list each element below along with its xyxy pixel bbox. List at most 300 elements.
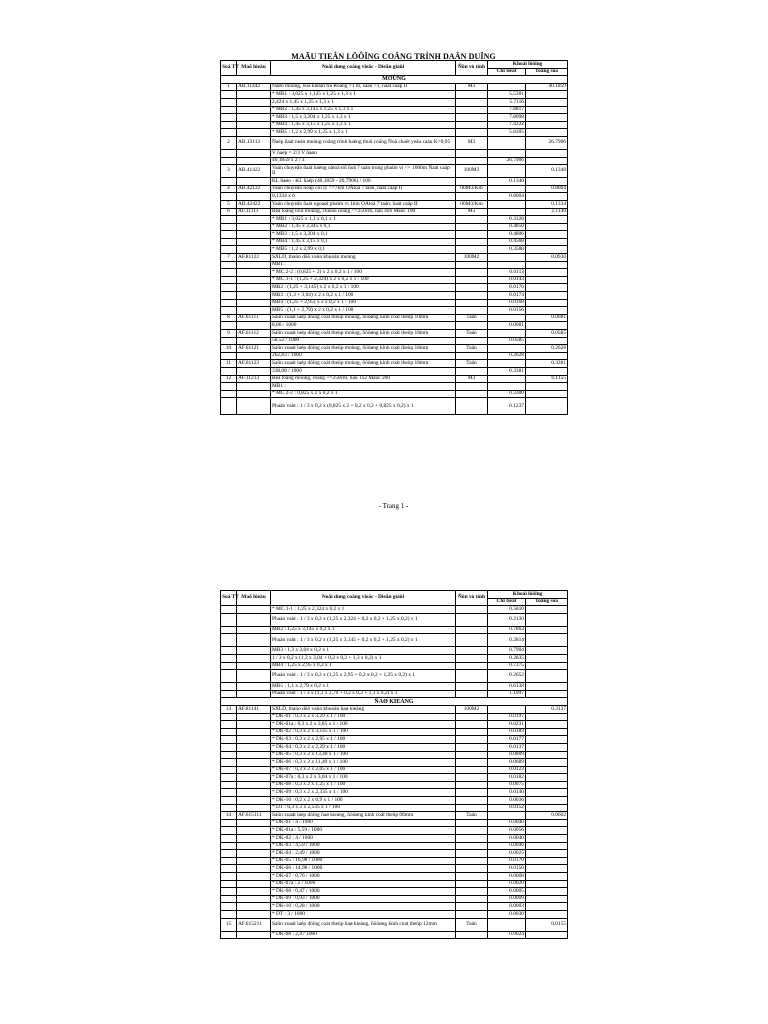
cell-total-qty	[526, 307, 568, 315]
cell-total-qty	[526, 261, 568, 269]
cell-total-qty	[526, 231, 568, 239]
cell-code	[237, 129, 271, 137]
cell-stt	[221, 261, 237, 269]
table-row	[221, 185, 568, 193]
cell-code: AF.61121	[237, 345, 271, 353]
cell-stt	[221, 728, 237, 736]
cell-description: Vaän chuyeån ñaát baèng oâtoâ töï ñoå 7 taán trong phaïm vi <= 1000m Ñaát caáp II	[271, 165, 456, 178]
cell-total-qty	[526, 690, 568, 698]
cell-total-qty	[526, 910, 568, 918]
cell-unit	[456, 766, 488, 774]
cell-code	[237, 106, 271, 114]
cell-code	[237, 238, 271, 246]
cell-unit	[456, 261, 488, 269]
cell-unit	[456, 835, 488, 843]
cell-detail-qty: 7.8817	[488, 106, 526, 114]
cell-total-qty	[526, 670, 568, 683]
cell-unit	[456, 842, 488, 850]
cell-unit	[456, 713, 488, 721]
cell-total-qty: 0.1340	[526, 165, 568, 178]
cell-description: * DK-08 : 0,47 / 1000	[271, 888, 456, 896]
table-row	[221, 136, 568, 149]
cell-description: * DK-01 : 4 / 1000	[271, 819, 456, 827]
table-row	[221, 613, 568, 626]
cell-detail-qty: 0.3381	[488, 367, 526, 375]
cell-stt	[221, 292, 237, 300]
cell-description: 338,08 / 1000	[271, 367, 456, 375]
table-row	[221, 835, 568, 843]
cell-code	[237, 721, 271, 729]
cell-stt	[221, 903, 237, 911]
cell-description: * DK-09 : 0,93 / 1000	[271, 895, 456, 903]
cell-unit	[456, 246, 488, 254]
cell-total-qty	[526, 626, 568, 634]
table-row	[221, 797, 568, 805]
cell-description: Phaàn vaùt : 1 / 3 x (1,1 x 2,79 + 0,2 x 0,2 + 1,1 x 0,2) x 1	[271, 690, 456, 698]
table-row	[221, 352, 568, 360]
cell-description: * DK-08 : 2,4 / 1000	[271, 931, 456, 939]
cell-total-qty	[526, 880, 568, 888]
cell-detail-qty: 1.1097	[488, 690, 526, 698]
cell-unit	[456, 880, 488, 888]
cell-detail-qty: 0.0176	[488, 284, 526, 292]
cell-detail-qty: 0.0809	[488, 751, 526, 759]
cell-unit	[456, 654, 488, 662]
cell-detail-qty	[488, 254, 526, 262]
cell-code	[237, 292, 271, 300]
cell-detail-qty: 0.2835	[488, 654, 526, 662]
cell-code	[237, 895, 271, 903]
cell-stt: 13	[221, 705, 237, 713]
cell-stt	[221, 284, 237, 292]
cell-code	[237, 231, 271, 239]
table-row	[221, 299, 568, 307]
cell-code	[237, 157, 271, 165]
cell-total-qty: 6.1155	[526, 375, 568, 383]
cell-total-qty	[526, 352, 568, 360]
cell-code	[237, 98, 271, 106]
cell-total-qty	[526, 789, 568, 797]
cell-code: AF.11213	[237, 375, 271, 383]
table-row	[221, 690, 568, 698]
cell-description: * DK-03 : 0,3 x 2 x 2,95 x 1 / 100	[271, 736, 456, 744]
cell-detail-qty	[488, 208, 526, 216]
cell-detail-qty: 0.3588	[488, 246, 526, 254]
cell-description: Saûn xuaát laép döïng coát theùp moùng, ñöôøng kính coát theùp 10mm	[271, 314, 456, 322]
table-row	[221, 721, 568, 729]
cell-total-qty	[526, 751, 568, 759]
header-qty: Khoái löôïng	[488, 61, 568, 69]
table-row	[221, 223, 568, 231]
cell-stt	[221, 246, 237, 254]
cell-unit	[456, 223, 488, 231]
cell-detail-qty: 0.0056	[488, 827, 526, 835]
cell-description: * DK-03 : 4,59 / 1000	[271, 842, 456, 850]
cell-total-qty	[526, 835, 568, 843]
cell-total-qty	[526, 931, 568, 939]
cell-stt: 4	[221, 185, 237, 193]
cell-total-qty	[526, 367, 568, 375]
table-row	[221, 670, 568, 683]
cell-detail-qty	[488, 136, 526, 149]
cell-total-qty	[526, 216, 568, 224]
cell-detail-qty: 0.0174	[488, 292, 526, 300]
cell-description: * MB1 : 3,025 x 1,1 x 0,1 x 1	[271, 216, 456, 224]
cell-stt	[221, 931, 237, 939]
table-row	[221, 865, 568, 873]
cell-detail-qty: 0.0036	[488, 797, 526, 805]
cell-description: Saûn xuaát laép döïng ñaø kieàng, ñöôøng kính coát theùp 06mm	[271, 812, 456, 820]
cell-code	[237, 398, 271, 415]
cell-stt	[221, 269, 237, 277]
cell-code	[237, 246, 271, 254]
cell-total-qty	[526, 662, 568, 670]
cell-total-qty	[526, 157, 568, 165]
cell-description: * DK-07 : 0,3 x 2 x 2,05 x 1 / 100	[271, 766, 456, 774]
cell-stt: 11	[221, 360, 237, 368]
cell-description: 58,52 / 1000	[271, 337, 456, 345]
cell-code: AF.81122	[237, 254, 271, 262]
cell-unit	[456, 888, 488, 896]
cell-total-qty	[526, 736, 568, 744]
header-code: Maõ hieäu	[237, 591, 271, 606]
table-body-page-2	[221, 606, 568, 939]
cell-description: * DK-10 : 0,28 / 1000	[271, 903, 456, 911]
table-row	[221, 398, 568, 415]
cell-code	[237, 178, 271, 186]
cell-unit	[456, 626, 488, 634]
cell-description: * MC 1-1 : (1,25 + 2,324) x 2 x 0,2 x 1 / 100	[271, 276, 456, 284]
cell-code	[237, 193, 271, 201]
cell-description: * DK-10 : 0,2 x 2 x 0,9 x 1 / 100	[271, 797, 456, 805]
table-row	[221, 713, 568, 721]
section-heading: MOÙNG	[221, 76, 568, 84]
cell-code: AB.42422	[237, 200, 271, 208]
cell-stt	[221, 654, 237, 662]
cell-code	[237, 857, 271, 865]
table-row	[221, 647, 568, 655]
cell-total-qty	[526, 804, 568, 812]
cell-detail-qty: 0.0003	[488, 903, 526, 911]
header-detail: Chi tieát	[488, 68, 526, 76]
cell-unit: 100M2	[456, 705, 488, 713]
table-row	[221, 165, 568, 178]
table-row	[221, 705, 568, 713]
cell-description: KL ñaøo - KL ñaép (40,1859 - 26,7906) / 100	[271, 178, 456, 186]
cell-unit	[456, 931, 488, 939]
cell-code	[237, 634, 271, 647]
section-heading: ÑAØ KIEÀNG	[221, 698, 568, 706]
cell-detail-qty: 0.7863	[488, 626, 526, 634]
cell-stt	[221, 910, 237, 918]
cell-stt	[221, 647, 237, 655]
cell-total-qty: 2.1140	[526, 208, 568, 216]
cell-code: AB.41422	[237, 165, 271, 178]
cell-total-qty	[526, 223, 568, 231]
cell-stt	[221, 238, 237, 246]
table-row	[221, 850, 568, 858]
cell-unit: Taán	[456, 360, 488, 368]
cell-description: * DK-05 : 16,98 / 1000	[271, 857, 456, 865]
cell-stt: 8	[221, 314, 237, 322]
cell-stt	[221, 888, 237, 896]
cell-total-qty: 0.3381	[526, 360, 568, 368]
cell-code	[237, 797, 271, 805]
cell-unit: M3	[456, 208, 488, 216]
cell-stt: 6	[221, 208, 237, 216]
cell-total-qty	[526, 819, 568, 827]
cell-description: Phaàn vaùt : 1 / 3 x 0,2 x (0,825 x 2 + 0,2 x 0,2 + 0,825 x 0,2) x 1	[271, 398, 456, 415]
cell-stt: 15	[221, 918, 237, 931]
cell-code	[237, 690, 271, 698]
cell-stt	[221, 178, 237, 186]
cell-total-qty	[526, 713, 568, 721]
cell-stt	[221, 157, 237, 165]
cell-unit	[456, 178, 488, 186]
cell-description: * DK-02 : 0,3 x 2 x 3,145 x 1 / 100	[271, 728, 456, 736]
cell-total-qty: 0.0930	[526, 254, 568, 262]
cell-unit	[456, 873, 488, 881]
table-row	[221, 200, 568, 208]
cell-stt	[221, 149, 237, 157]
cell-description: MB4 : (1,25 + 2,95) x 2 x 0,2 x 1 / 100	[271, 299, 456, 307]
cell-description: MB1 :	[271, 261, 456, 269]
cell-code	[237, 322, 271, 330]
cell-detail-qty: 0.0030	[488, 910, 526, 918]
header-qty: Khoái löôïng	[488, 591, 568, 599]
cell-unit	[456, 903, 488, 911]
cell-detail-qty: 0.0005	[488, 888, 526, 896]
cell-detail-qty: 7.4222	[488, 121, 526, 129]
cell-total-qty	[526, 322, 568, 330]
cell-unit	[456, 337, 488, 345]
cell-detail-qty	[488, 383, 526, 391]
cell-stt	[221, 352, 237, 360]
cell-total-qty	[526, 759, 568, 767]
cell-stt	[221, 129, 237, 137]
cell-code	[237, 662, 271, 670]
cell-code: AF.615111	[237, 812, 271, 820]
table-row	[221, 390, 568, 398]
cell-detail-qty: 0.0137	[488, 743, 526, 751]
cell-stt	[221, 613, 237, 626]
cell-description: * MB2 : 1,45 x 3,345 x 0,1	[271, 223, 456, 231]
cell-stt	[221, 751, 237, 759]
cell-unit	[456, 129, 488, 137]
cell-code	[237, 759, 271, 767]
cell-unit	[456, 683, 488, 691]
cell-stt	[221, 743, 237, 751]
cell-code	[237, 261, 271, 269]
cell-description: Phaàn vaùt : 1 / 3 x 0,2 x (1,25 x 2,95 + 0,2 x 0,2 + 1,25 x 0,2) x 1	[271, 670, 456, 683]
table-row	[221, 246, 568, 254]
cell-description: Saûn xuaát laép döïng coát theùp ñaø kieàng, ñöôøng kính coát theùp 12mm	[271, 918, 456, 931]
cell-total-qty	[526, 98, 568, 106]
cell-detail-qty	[488, 200, 526, 208]
cell-code	[237, 367, 271, 375]
cell-stt	[221, 216, 237, 224]
header-content: Noäi dung coâng vieäc - Dieãn giaûi	[271, 61, 456, 76]
cell-description: Saûn xuaát laép döïng coát theùp moùng, ñöôøng kính coát theùp 18mm	[271, 330, 456, 338]
cell-unit	[456, 193, 488, 201]
cell-unit	[456, 797, 488, 805]
cell-code	[237, 121, 271, 129]
cell-code	[237, 390, 271, 398]
table-row	[221, 895, 568, 903]
page-2-table-container	[220, 590, 567, 939]
cell-detail-qty	[488, 918, 526, 931]
cell-total-qty	[526, 276, 568, 284]
cell-description: Beâ toâng loùt moùng, chieàu roäng <=250cm, ñaù 4x6 Maùc 100	[271, 208, 456, 216]
cell-code	[237, 743, 271, 751]
table-row	[221, 728, 568, 736]
cell-stt	[221, 736, 237, 744]
cell-total-qty	[526, 284, 568, 292]
cell-stt	[221, 683, 237, 691]
cell-detail-qty: 0.4806	[488, 231, 526, 239]
estimate-table-page-2	[220, 590, 568, 939]
cell-detail-qty	[488, 261, 526, 269]
cell-stt	[221, 121, 237, 129]
cell-detail-qty: 0.0189	[488, 728, 526, 736]
cell-stt	[221, 873, 237, 881]
header-code: Maõ hieäu	[237, 61, 271, 76]
cell-description: * MB4 : 1,45 x 3,15 x 0,1	[271, 238, 456, 246]
cell-unit: 00M3/Km	[456, 185, 488, 193]
cell-stt: 1	[221, 83, 237, 91]
cell-total-qty	[526, 292, 568, 300]
cell-unit	[456, 284, 488, 292]
cell-total-qty	[526, 683, 568, 691]
header-detail: Chi tieát	[488, 598, 526, 606]
table-row	[221, 812, 568, 820]
cell-code: AF.81141	[237, 705, 271, 713]
cell-total-qty: 0.8004	[526, 185, 568, 193]
cell-detail-qty: 0.0170	[488, 857, 526, 865]
cell-description: 8,06 / 1000	[271, 322, 456, 330]
cell-stt	[221, 774, 237, 782]
cell-code	[237, 269, 271, 277]
cell-total-qty: 40.1859	[526, 83, 568, 91]
table-row	[221, 918, 568, 931]
cell-description: * DK-07a : 2 / 1000	[271, 880, 456, 888]
cell-unit	[456, 149, 488, 157]
cell-stt: 12	[221, 375, 237, 383]
cell-unit: Taán	[456, 918, 488, 931]
cell-total-qty	[526, 857, 568, 865]
cell-code	[237, 352, 271, 360]
cell-total-qty: 0.2628	[526, 345, 568, 353]
cell-stt	[221, 827, 237, 835]
table-row	[221, 121, 568, 129]
cell-total-qty	[526, 269, 568, 277]
table-row	[221, 774, 568, 782]
table-row	[221, 157, 568, 165]
cell-unit: Taán	[456, 314, 488, 322]
table-row	[221, 819, 568, 827]
cell-detail-qty: 0.0040	[488, 835, 526, 843]
cell-unit	[456, 819, 488, 827]
cell-total-qty	[526, 895, 568, 903]
table-row	[221, 873, 568, 881]
cell-unit	[456, 647, 488, 655]
header-stt: Soá TT	[221, 61, 237, 76]
cell-stt	[221, 797, 237, 805]
cell-code	[237, 774, 271, 782]
cell-total-qty	[526, 903, 568, 911]
cell-unit: 100M3	[456, 165, 488, 178]
cell-code	[237, 613, 271, 626]
cell-stt	[221, 398, 237, 415]
cell-stt	[221, 367, 237, 375]
page-footer: - Trang 1 -	[378, 502, 409, 510]
cell-code	[237, 789, 271, 797]
cell-detail-qty: 0.0689	[488, 759, 526, 767]
table-row	[221, 766, 568, 774]
cell-unit	[456, 398, 488, 415]
cell-code	[237, 880, 271, 888]
cell-description: MB3 : 1,3 x 3,04 x 0,2 x 1	[271, 647, 456, 655]
cell-description: * DK-09 : 0,3 x 2 x 2,335 x 1 / 100	[271, 789, 456, 797]
cell-description: * DK-07 : 0,76 / 1000	[271, 873, 456, 881]
cell-unit	[456, 276, 488, 284]
cell-unit	[456, 238, 488, 246]
table-row	[221, 880, 568, 888]
cell-code	[237, 766, 271, 774]
table-row	[221, 888, 568, 896]
cell-detail-qty	[488, 165, 526, 178]
cell-stt	[221, 91, 237, 99]
cell-unit	[456, 670, 488, 683]
cell-total-qty	[526, 606, 568, 614]
cell-total-qty	[526, 873, 568, 881]
cell-total-qty	[526, 797, 568, 805]
cell-code	[237, 865, 271, 873]
cell-description: * DK-06 : 0,3 x 2 x 11,49 x 1 / 100	[271, 759, 456, 767]
cell-unit: M3	[456, 83, 488, 91]
cell-code	[237, 888, 271, 896]
cell-total-qty	[526, 91, 568, 99]
table-row	[221, 208, 568, 216]
cell-code: AF.615211	[237, 918, 271, 931]
cell-code	[237, 931, 271, 939]
cell-unit	[456, 352, 488, 360]
cell-stt	[221, 819, 237, 827]
cell-total-qty: 0.1334	[526, 200, 568, 208]
cell-code: AF.61123	[237, 360, 271, 368]
cell-detail-qty	[488, 314, 526, 322]
cell-detail-qty: 0.0197	[488, 713, 526, 721]
cell-unit	[456, 269, 488, 277]
cell-stt	[221, 299, 237, 307]
cell-detail-qty	[488, 83, 526, 91]
cell-detail-qty: 0.7375	[488, 662, 526, 670]
header-content: Noäi dung coâng vieäc - Dieãn giaûi	[271, 591, 456, 606]
header-unit: Ñôn vò tính	[456, 61, 488, 76]
cell-unit	[456, 789, 488, 797]
cell-code	[237, 626, 271, 634]
cell-detail-qty: 0.0152	[488, 804, 526, 812]
cell-detail-qty	[488, 330, 526, 338]
table-row	[221, 322, 568, 330]
cell-detail-qty: 0.6138	[488, 683, 526, 691]
cell-description: * MB5 : 1,2 x 2,99 x 1,25 x 1,3 x 1	[271, 129, 456, 137]
cell-detail-qty: 5.8305	[488, 129, 526, 137]
cell-unit	[456, 910, 488, 918]
cell-code	[237, 647, 271, 655]
cell-description: * DK-08 : 0,3 x 2 x 1,25 x 1 / 100	[271, 781, 456, 789]
cell-code	[237, 91, 271, 99]
